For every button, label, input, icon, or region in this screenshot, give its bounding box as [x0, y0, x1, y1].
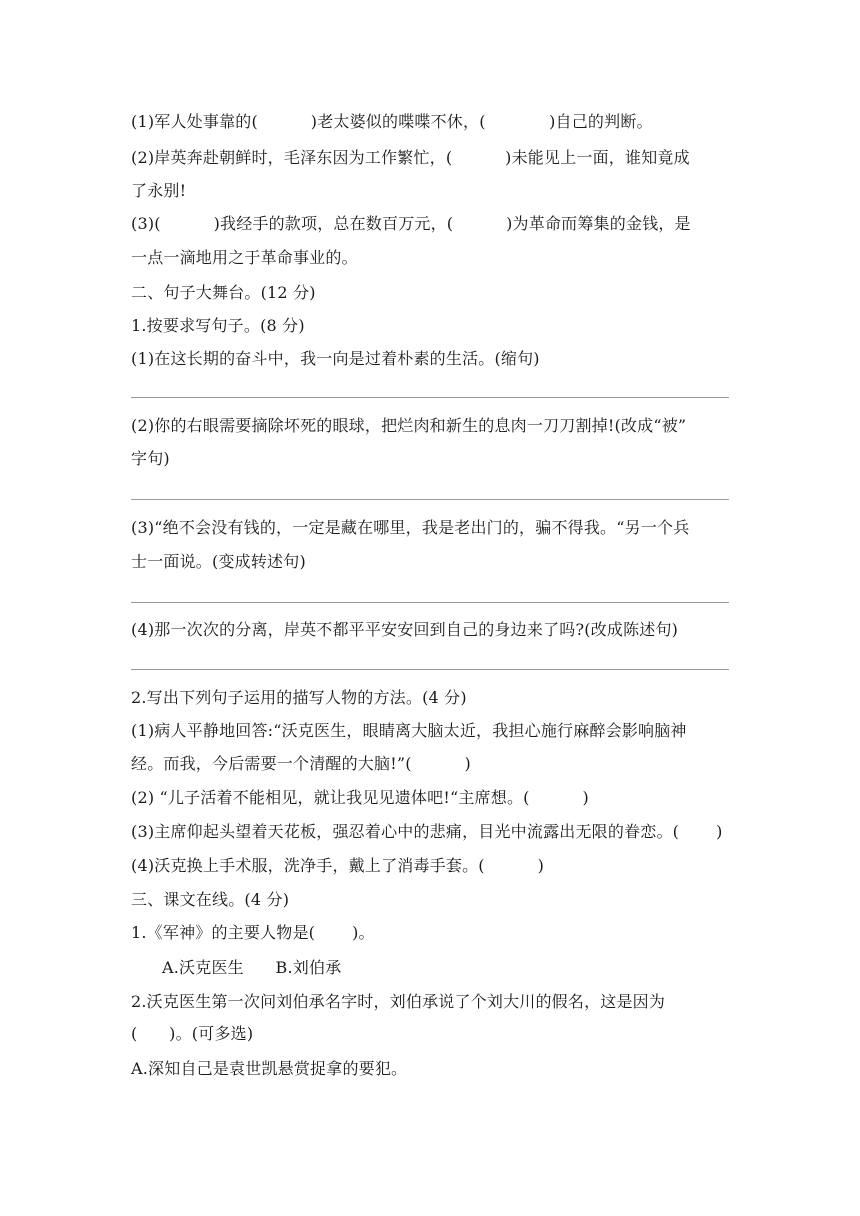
- answer-line-3[interactable]: [131, 602, 729, 603]
- question-1-3: (3)( )我经手的款项，总在数百万元，( )为革命而筹集的金钱，是: [131, 214, 691, 233]
- question-1-2: (2)岸英奔赴朝鲜时，毛泽东因为工作繁忙，( )未能见上一面，谁知竟成: [131, 148, 690, 167]
- question-3-2: 2.沃克医生第一次问刘伯承名字时，刘伯承说了个刘大川的假名，这是因为: [131, 992, 666, 1011]
- question-2-2-1: (1)病人平静地回答:“沃克医生，眼睛离大脑太近，我担心施行麻醉会影响脑神: [131, 721, 687, 740]
- answer-line-4[interactable]: [131, 669, 729, 670]
- question-2-1-3: (3)“绝不会没有钱的，一定是藏在哪里，我是老出门的，骗不得我。“另一个兵: [131, 518, 690, 537]
- section-3-heading: 三、课文在线。(4 分): [131, 890, 290, 909]
- subsection-2-1-heading: 1.按要求写句子。(8 分): [131, 316, 305, 335]
- answer-line-1[interactable]: [131, 397, 729, 398]
- question-3-2-option-a: A.深知自己是袁世凯悬赏捉拿的要犯。: [131, 1059, 408, 1078]
- question-2-1-2: (2)你的右眼需要摘除坏死的眼球，把烂肉和新生的息肉一刀刀割掉!(改成“被”: [131, 416, 687, 435]
- answer-line-2[interactable]: [131, 499, 729, 500]
- question-3-1-options: A.沃克医生 B.刘伯承: [162, 958, 342, 977]
- question-1-2-cont: 了永别!: [131, 181, 187, 200]
- question-3-1: 1.《军神》的主要人物是( )。: [131, 923, 375, 942]
- question-2-2-3: (3)主席仰起头望着天花板，强忍着心中的悲痛，目光中流露出无限的眷恋。( ): [131, 822, 723, 841]
- question-2-2-2: (2) “儿子活着不能相见，就让我见见遗体吧!“主席想。( ): [131, 788, 589, 807]
- question-1-3-cont: 一点一滴地用之于革命事业的。: [131, 248, 358, 267]
- question-3-2-cont: ( )。(可多选): [131, 1024, 254, 1043]
- question-2-1-4: (4)那一次次的分离，岸英不都平平安安回到自己的身边来了吗?(改成陈述句): [131, 620, 679, 639]
- question-2-2-1-cont: 经。而我，今后需要一个清醒的大脑!”( ): [131, 754, 471, 773]
- section-2-heading: 二、句子大舞台。(12 分): [131, 283, 316, 302]
- question-1-1: (1)军人处事靠的( )老太婆似的喋喋不休，( )自己的判断。: [131, 112, 653, 131]
- question-2-2-4: (4)沃克换上手术服，洗净手，戴上了消毒手套。( ): [131, 856, 545, 875]
- question-2-1-1: (1)在这长期的奋斗中，我一向是过着朴素的生活。(缩句): [131, 349, 540, 368]
- question-2-1-2-cont: 字句): [131, 449, 170, 468]
- question-2-1-3-cont: 士一面说。(变成转述句): [131, 552, 306, 571]
- subsection-2-2-heading: 2.写出下列句子运用的描写人物的方法。(4 分): [131, 688, 467, 707]
